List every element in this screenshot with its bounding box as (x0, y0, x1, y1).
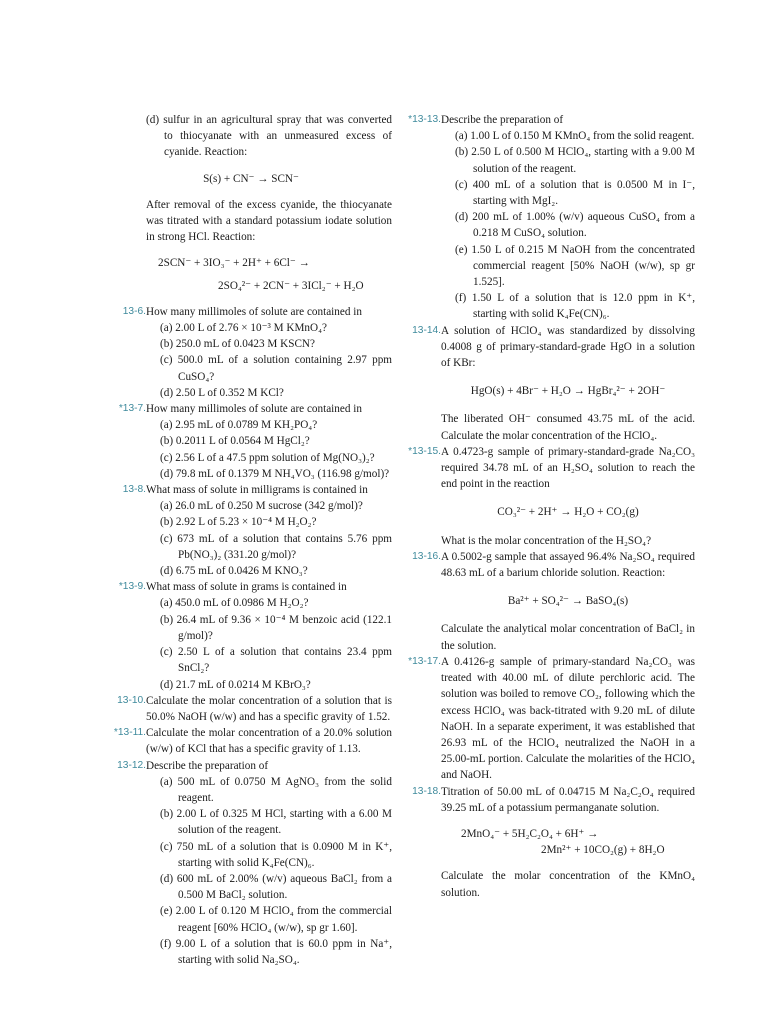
problem-stem: How many millimoles of solute are contained in (146, 403, 362, 416)
problem-number: 13-16. (412, 550, 441, 562)
problem-after-text: Calculate the molar concentration of the KMnO₄ solution. (441, 870, 695, 899)
problem-13-14 (405, 323, 695, 444)
part-text: sulfur in an agricultural spray that was converted to thiocyanate with an unmeasured excess of cyanide. Reaction: (163, 114, 393, 159)
part-label: (d) (146, 114, 160, 126)
problem-item: (d) 6.75 mL of 0.0426 M KNO₃? (160, 565, 308, 578)
problem-13-17 (405, 654, 695, 784)
problem-item: (c) 750 mL of a solution that is 0.0900 M in K⁺, starting with solid K₄Fe(CN)₆. (160, 840, 392, 869)
equation-carbonate: CO₃²⁻ + 2H⁺ → H₂O + CO₂(g) (497, 506, 639, 519)
problem-13-15 (405, 444, 695, 549)
problem-number: 13-10. (117, 694, 146, 706)
equation-iodate-line1: 2SCN⁻ + 3IO₃⁻ + 2H⁺ + 6Cl⁻ → (158, 257, 310, 270)
problem-number: 13-6. (122, 305, 146, 317)
problem-item: (f) 9.00 L of a solution that is 60.0 ppm in Na⁺, starting with solid Na₂SO₄. (160, 937, 392, 966)
problem-item: (c) 500.0 mL of a solution containing 2.97 ppm CuSO₄? (160, 354, 392, 383)
problem-item: (d) 79.8 mL of 0.1379 M NH₄VO₃ (116.98 g/mol)? (160, 467, 390, 480)
problem-number: *13-9. (118, 581, 146, 593)
equation-barium: Ba²⁺ + SO₄²⁻ → BaSO₄(s) (507, 595, 629, 608)
problem-13-12 (110, 758, 392, 969)
problem-item: (b) 2.92 L of 5.23 × 10⁻⁴ M H₂O₂? (160, 516, 317, 529)
problem-item: (a) 2.95 mL of 0.0789 M KH₂PO₄? (160, 419, 318, 432)
problem-item: (b) 250.0 mL of 0.0423 M KSCN? (160, 338, 315, 351)
problem-stem: What mass of solute in grams is contained in (146, 581, 347, 594)
right-column (405, 112, 695, 901)
problem-number: *13-15. (408, 445, 441, 457)
problem-text: A solution of HClO₄ was standardized by dissolving 0.4008 g of primary-standard-grade HgO in a solution of KBr: (441, 324, 695, 370)
problem-number: *13-17. (408, 655, 441, 667)
problem-item: (c) 400 mL of a solution that is 0.0500 M in I⁻, starting with MgI₂. (455, 178, 695, 208)
problem-13-18 (405, 784, 695, 901)
problem-13-13 (405, 112, 695, 323)
paragraph-after-removal: After removal of the excess cyanide, the thiocyanate was titrated with a standard potassium iodate solution in strong HCl. Reaction: (146, 198, 392, 244)
problem-part-d-sulfur (146, 112, 392, 161)
problem-stem: Describe the preparation of (146, 759, 269, 772)
problem-text: A 0.4126-g sample of primary-standard Na₂CO₃ was treated with 40.00 mL of dilute perchloric acid. The solution was boiled to remove CO₂, following which the excess HClO₄ was back-titrated with 9.20 mL of dilute NaOH. In a separate experiment, it was established that 26.93 mL of the HClO₄ neutralized the NaOH in a 25.00-mL portion. Calculate the molarities of the HClO₄ and NaOH. (441, 655, 695, 782)
problem-item: (c) 673 mL of a solution that contains 5.76 ppm Pb(NO₃)₂ (331.20 g/mol)? (160, 532, 392, 561)
problem-item: (f) 1.50 L of a solution that is 12.0 ppm in K⁺, starting with solid K₄Fe(CN)₆. (455, 292, 695, 321)
problem-number: *13-13. (408, 114, 441, 125)
problem-stem: What mass of solute in milligrams is contained in (146, 484, 368, 497)
problem-13-10 (110, 693, 392, 725)
problem-number: 13-12. (117, 759, 146, 771)
problem-13-7 (110, 401, 392, 482)
problem-item: (e) 2.00 L of 0.120 M HClO₄ from the commercial reagent [60% HClO₄ (w/w), sp gr 1.60]. (160, 905, 392, 934)
problem-item: (d) 2.50 L of 0.352 M KCl? (160, 386, 284, 399)
problem-after-text: Calculate the analytical molar concentration of BaCl₂ in the solution. (441, 623, 695, 652)
problem-number: 13-8. (122, 484, 146, 496)
problem-item: (a) 2.00 L of 2.76 × 10⁻³ M KMnO₄? (160, 322, 327, 335)
problem-item: (e) 1.50 L of 0.215 M NaOH from the concentrated commercial reagent [50% NaOH (w/w), sp gr 1.525]. (455, 243, 695, 289)
problem-stem: Describe the preparation of (441, 114, 564, 126)
equation-hgo: HgO(s) + 4Br⁻ + H₂O → HgBr₄²⁻ + 2OH⁻ (470, 385, 666, 398)
problem-item: (b) 26.4 mL of 9.36 × 10⁻⁴ M benzoic acid (122.1 g/mol)? (160, 613, 392, 642)
problem-text: Titration of 50.00 mL of 0.04715 M Na₂C₂O₄ required 39.25 mL of a potassium permanganate solution. (441, 785, 695, 814)
problem-13-16 (405, 549, 695, 654)
equation-iodate-line2: 2SO₄²⁻ + 2CN⁻ + 3ICl₂⁻ + H₂O (218, 279, 364, 292)
problem-number: 13-18. (412, 785, 441, 797)
problem-item: (a) 500 mL of 0.0750 M AgNO₃ from the solid reagent. (160, 775, 392, 804)
problem-item: (a) 450.0 mL of 0.0986 M H₂O₂? (160, 597, 309, 610)
problem-number: *13-7. (118, 403, 146, 415)
problem-item: (c) 2.50 L of a solution that contains 23.4 ppm SnCl₂? (160, 646, 392, 675)
problem-text: A 0.5002-g sample that assayed 96.4% Na₂SO₄ required 48.63 mL of a barium chloride solution. Reaction: (441, 550, 695, 580)
problem-item: (b) 2.00 L of 0.325 M HCl, starting with a 6.00 M solution of the reagent. (160, 808, 392, 837)
problem-text: Calculate the molar concentration of a 20.0% solution (w/w) of KCl that has a specific gravity of 1.13. (146, 727, 392, 756)
problem-text: Calculate the molar concentration of a solution that is 50.0% NaOH (w/w) and has a specific gravity of 1.52. (146, 694, 392, 723)
problem-13-6 (110, 304, 392, 401)
equation-permanganate-line1: 2MnO₄⁻ + 5H₂C₂O₄ + 6H⁺ → (461, 827, 599, 840)
problem-item: (d) 600 mL of 2.00% (w/v) aqueous BaCl₂ from a 0.500 M BaCl₂ solution. (160, 872, 392, 902)
problem-after-text: The liberated OH⁻ consumed 43.75 mL of the acid. Calculate the molar concentration of the HClO₄. (441, 413, 695, 442)
problem-item: (b) 0.2011 L of 0.0564 M HgCl₂? (160, 435, 310, 448)
problem-after-text: What is the molar concentration of the H₂SO₄? (441, 534, 652, 547)
problem-number: 13-14. (412, 324, 441, 336)
problem-item: (d) 21.7 mL of 0.0214 M KBrO₃? (160, 678, 311, 691)
problem-13-9 (110, 579, 392, 692)
problem-text: A 0.4723-g sample of primary-standard-grade Na₂CO₃ required 34.78 mL of an H₂SO₄ solution to reach the end point in the reaction (441, 445, 695, 491)
problem-13-11 (110, 725, 392, 757)
left-column (110, 112, 392, 968)
equation-permanganate-line2: 2Mn²⁺ + 10CO₂(g) + 8H₂O (541, 844, 665, 857)
problem-stem: How many millimoles of solute are contained in (146, 305, 362, 318)
problem-item: (c) 2.56 L of a 47.5 ppm solution of Mg(NO₃)₂? (160, 451, 375, 464)
problem-item: (a) 26.0 mL of 0.250 M sucrose (342 g/mol)? (160, 500, 363, 513)
equation-sulfur: S(s) + CN⁻ → SCN⁻ (203, 172, 299, 185)
problem-item: (b) 2.50 L of 0.500 M HClO₄, starting with a 9.00 M solution of the reagent. (455, 146, 695, 175)
problem-item: (a) 1.00 L of 0.150 M KMnO₄ from the solid reagent. (455, 130, 695, 143)
problem-13-8 (110, 482, 392, 579)
problem-number: *13-11. (113, 727, 146, 739)
problem-item: (d) 200 mL of 1.00% (w/v) aqueous CuSO₄ from a 0.218 M CuSO₄ solution. (455, 211, 695, 240)
